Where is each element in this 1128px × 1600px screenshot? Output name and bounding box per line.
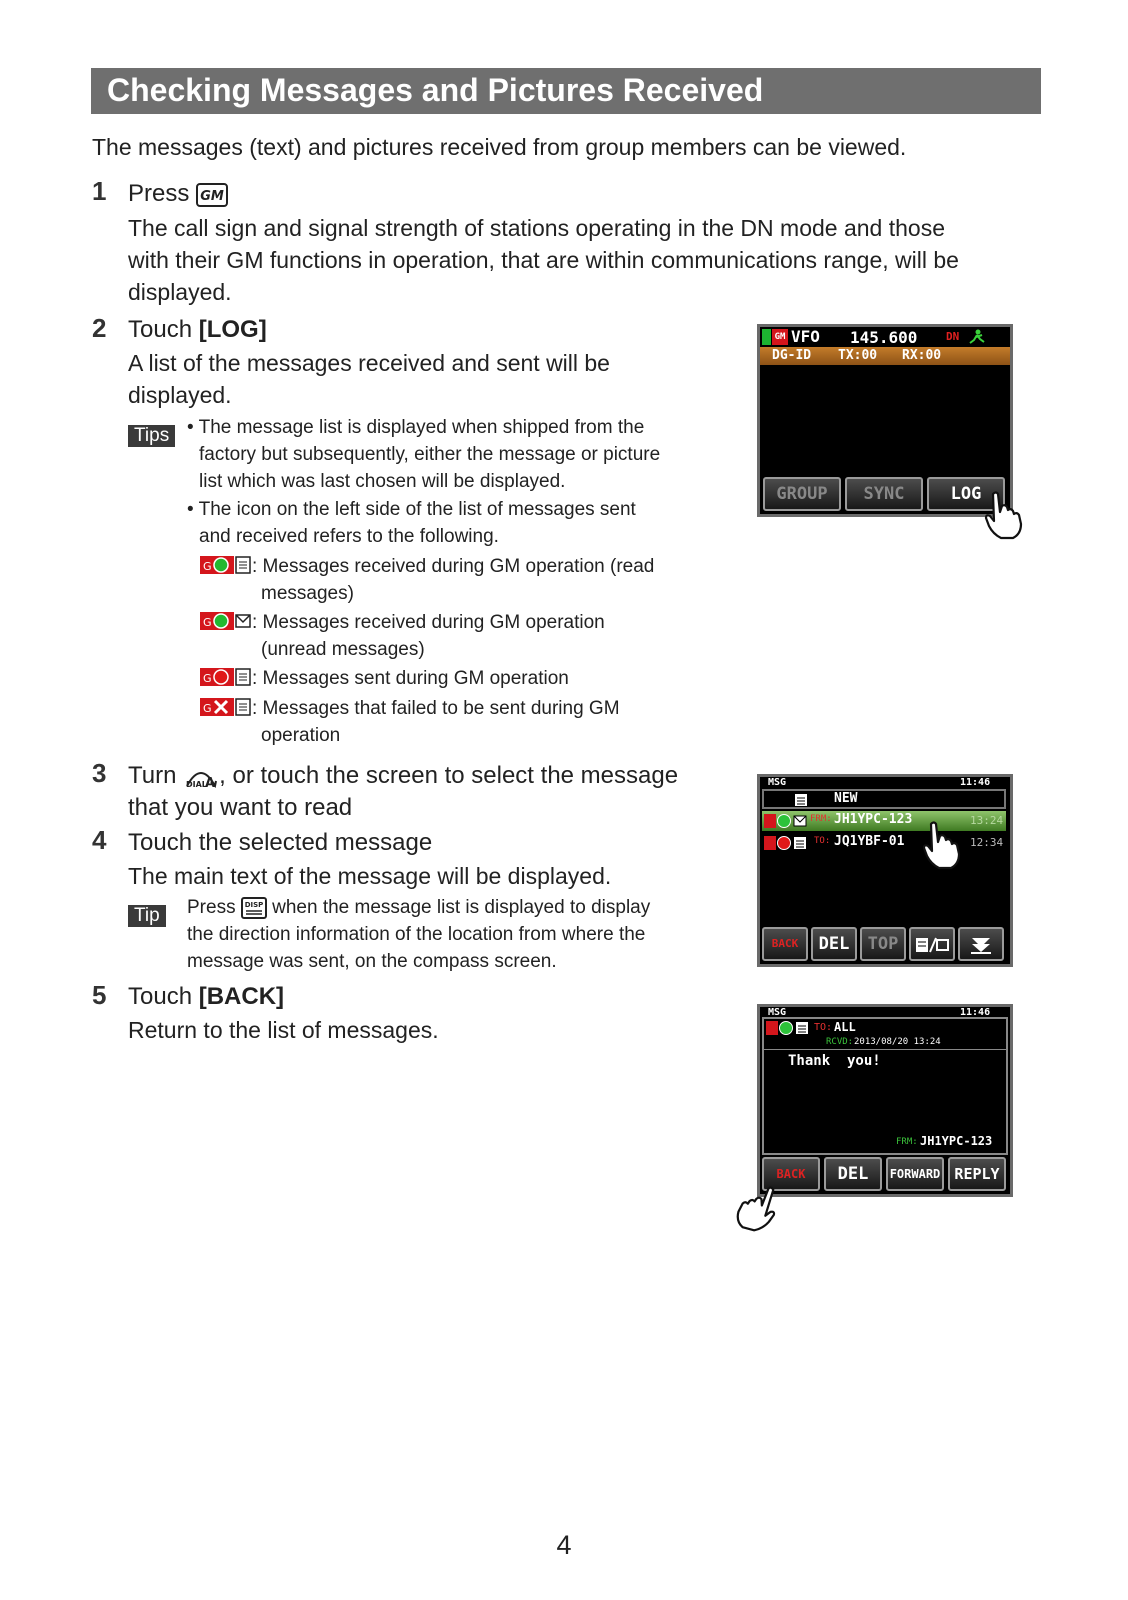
svg-text:G: G — [203, 560, 212, 573]
top-button[interactable]: TOP — [860, 927, 906, 961]
step-5-heading — [128, 983, 284, 1011]
step-3-heading-text-2: , or touch the screen to select the message — [219, 762, 679, 789]
step-1-body-line: The call sign and signal strength of stations operating in the DN mode and those — [128, 215, 945, 241]
gm-icon — [766, 1021, 778, 1035]
row-time: 13:24 — [970, 814, 1004, 827]
step-4-heading: Touch the selected message — [128, 829, 433, 856]
delete-button[interactable]: DEL — [824, 1157, 882, 1191]
received-read-message-icon — [200, 555, 252, 575]
icon-legend-text: : Messages sent during GM operation — [252, 668, 569, 689]
row-dir-label: FRM: — [810, 814, 832, 824]
tip-line: • The message list is displayed when shipped from the — [187, 417, 645, 438]
screen1-rx: RX:00 — [902, 348, 942, 363]
icon-legend-failed — [200, 695, 620, 749]
message-picture-toggle-button[interactable] — [909, 927, 955, 961]
step-2-heading-text: Touch — [128, 316, 193, 343]
pointing-hand-icon — [921, 820, 965, 872]
step-3-heading — [128, 762, 678, 790]
step-2-heading-key: [LOG] — [198, 316, 267, 343]
step-5-number: 5 — [92, 980, 107, 1010]
svg-text:G: G — [203, 672, 212, 685]
forward-button[interactable]: FORWARD — [886, 1157, 944, 1191]
tip-item-2 — [187, 496, 636, 550]
message-picture-toggle-icon — [914, 936, 950, 954]
status-dot-icon — [777, 836, 791, 850]
screen1-tx: TX:00 — [838, 348, 878, 363]
radio-screen-main — [757, 324, 1013, 517]
tip-line: factory but subsequently, either the message or picture — [199, 444, 661, 465]
row-dir-label: TO: — [814, 836, 831, 846]
tips-tag: Tips — [128, 425, 175, 447]
icon-legend-text: messages) — [261, 583, 354, 604]
new-message-row[interactable] — [762, 789, 1006, 809]
disp-key-icon — [241, 897, 267, 919]
step-1-number: 1 — [92, 176, 107, 206]
icon-legend-sent — [200, 665, 569, 692]
row-time: 12:34 — [970, 836, 1004, 849]
screen1-dgid-bar — [760, 347, 1010, 365]
screen2-header-left: MSG — [768, 777, 787, 788]
section-title-bar — [91, 68, 1041, 114]
svg-text:A: A — [205, 775, 216, 790]
message-row-sent[interactable] — [762, 833, 1006, 853]
step-4-body: The main text of the message will be displayed. — [128, 863, 612, 889]
page-number: 4 — [556, 1530, 572, 1560]
row-callsign: JQ1YBF-01 — [834, 834, 905, 849]
back-button[interactable]: BACK — [762, 1157, 820, 1191]
step-4-tip-line: message was sent, on the compass screen. — [187, 951, 557, 972]
back-button[interactable]: BACK — [762, 927, 808, 961]
step-1-body — [128, 212, 959, 308]
screen1-mode: VFO — [791, 327, 820, 346]
step-1-body-line: with their GM functions in operation, that are within communications range, will be — [128, 247, 959, 273]
step-4-tip-text: when the message list is displayed to display — [272, 897, 651, 918]
screen1-dn-indicator: DN — [946, 330, 960, 343]
gm-indicator-icon: GM — [772, 329, 788, 345]
icon-legend-text: : Messages received during GM operation (read — [252, 556, 655, 577]
step-1-body-line: displayed. — [128, 279, 232, 305]
svg-text:DIAL: DIAL — [186, 779, 208, 789]
svg-text:DISP: DISP — [244, 900, 264, 909]
message-text: Thank you! — [788, 1053, 881, 1069]
gm-key-icon — [196, 183, 228, 207]
scroll-down-button[interactable] — [958, 927, 1004, 961]
step-5-heading-key: [BACK] — [198, 983, 285, 1010]
step-4-number: 4 — [92, 825, 107, 855]
row-callsign: JH1YPC-123 — [834, 812, 913, 827]
send-failed-message-icon — [200, 697, 252, 717]
step-4-tip — [187, 894, 650, 975]
icon-legend-read — [200, 553, 654, 607]
step-1-heading — [128, 180, 228, 208]
arrow-down-to-bottom-icon — [968, 935, 994, 955]
radio-screen-message-list — [757, 774, 1013, 967]
new-label: NEW — [834, 791, 858, 806]
rcvd-label: RCVD: — [826, 1037, 854, 1047]
gm-icon — [764, 836, 776, 850]
icon-legend-unread — [200, 609, 605, 663]
icon-legend-text: (unread messages) — [261, 639, 425, 660]
tip-line: and received refers to the following. — [199, 526, 499, 547]
screen3-header-right: 11:46 — [960, 1007, 991, 1018]
sync-button[interactable]: SYNC — [845, 477, 923, 511]
pointing-hand-icon — [983, 490, 1027, 542]
status-dot-icon — [779, 1021, 793, 1035]
icon-legend-text: : Messages that failed to be sent during GM — [252, 698, 620, 719]
reply-button[interactable]: REPLY — [948, 1157, 1006, 1191]
divider — [764, 1049, 1006, 1050]
screen1-dgid: DG-ID — [772, 348, 812, 363]
document-icon — [793, 836, 807, 850]
group-button[interactable]: GROUP — [763, 477, 841, 511]
step-3-heading-line2: that you want to read — [128, 794, 353, 821]
tip-tag: Tip — [128, 905, 166, 927]
svg-text:GM: GM — [200, 188, 224, 204]
log-button[interactable]: LOG — [927, 477, 1005, 511]
delete-button[interactable]: DEL — [811, 927, 857, 961]
screen2-header-right: 11:46 — [960, 777, 991, 788]
to-value: ALL — [834, 1020, 856, 1034]
tip-line: list which was last chosen will be displayed. — [199, 471, 566, 492]
envelope-icon — [793, 814, 807, 827]
step-2-body-line: displayed. — [128, 382, 232, 408]
received-unread-message-icon — [200, 611, 252, 631]
screen1-status-bar — [760, 327, 1010, 347]
screen3-header-left: MSG — [768, 1007, 787, 1018]
step-2-body-line: A list of the messages received and sent will be — [128, 350, 610, 376]
rcvd-value: 2013/08/20 13:24 — [854, 1037, 941, 1047]
tip-line: • The icon on the left side of the list of messages sent — [187, 499, 636, 520]
step-3-number: 3 — [92, 758, 107, 788]
step-2-heading — [128, 316, 267, 344]
document-icon — [795, 1021, 809, 1035]
sent-message-icon — [200, 667, 252, 687]
pointing-hand-icon — [734, 1182, 778, 1234]
step-5-heading-text: Touch — [128, 983, 193, 1010]
section-title: Checking Messages and Pictures Received — [107, 72, 764, 108]
svg-text:G: G — [203, 616, 212, 629]
gm-icon — [764, 814, 776, 828]
step-2-body — [128, 347, 610, 411]
icon-legend-text: operation — [261, 725, 341, 746]
signal-bar — [762, 329, 771, 345]
document-icon — [794, 793, 808, 807]
message-body-panel — [762, 1017, 1008, 1155]
intro-text: The messages (text) and pictures received from group members can be viewed. — [92, 134, 907, 160]
step-5-body: Return to the list of messages. — [128, 1017, 439, 1043]
frm-value: JH1YPC-123 — [920, 1134, 993, 1148]
step-4-tip-line: the direction information of the location from where the — [187, 924, 646, 945]
screen1-frequency: 145.600 — [850, 328, 918, 347]
svg-text:G: G — [203, 702, 212, 715]
step-3-heading-text: Turn — [128, 762, 177, 789]
frm-label: FRM: — [896, 1137, 918, 1147]
step-1-heading-text: Press — [128, 180, 190, 207]
to-label: TO: — [814, 1022, 833, 1033]
step-2-number: 2 — [92, 313, 107, 343]
tip-item-1 — [187, 414, 660, 495]
message-row-received[interactable] — [762, 811, 1006, 831]
icon-legend-text: : Messages received during GM operation — [252, 612, 605, 633]
walker-icon — [968, 329, 986, 345]
dial-knob-icon — [183, 764, 219, 790]
status-dot-icon — [777, 814, 791, 828]
radio-screen-message-detail — [757, 1004, 1013, 1197]
step-4-tip-text: Press — [187, 897, 236, 918]
